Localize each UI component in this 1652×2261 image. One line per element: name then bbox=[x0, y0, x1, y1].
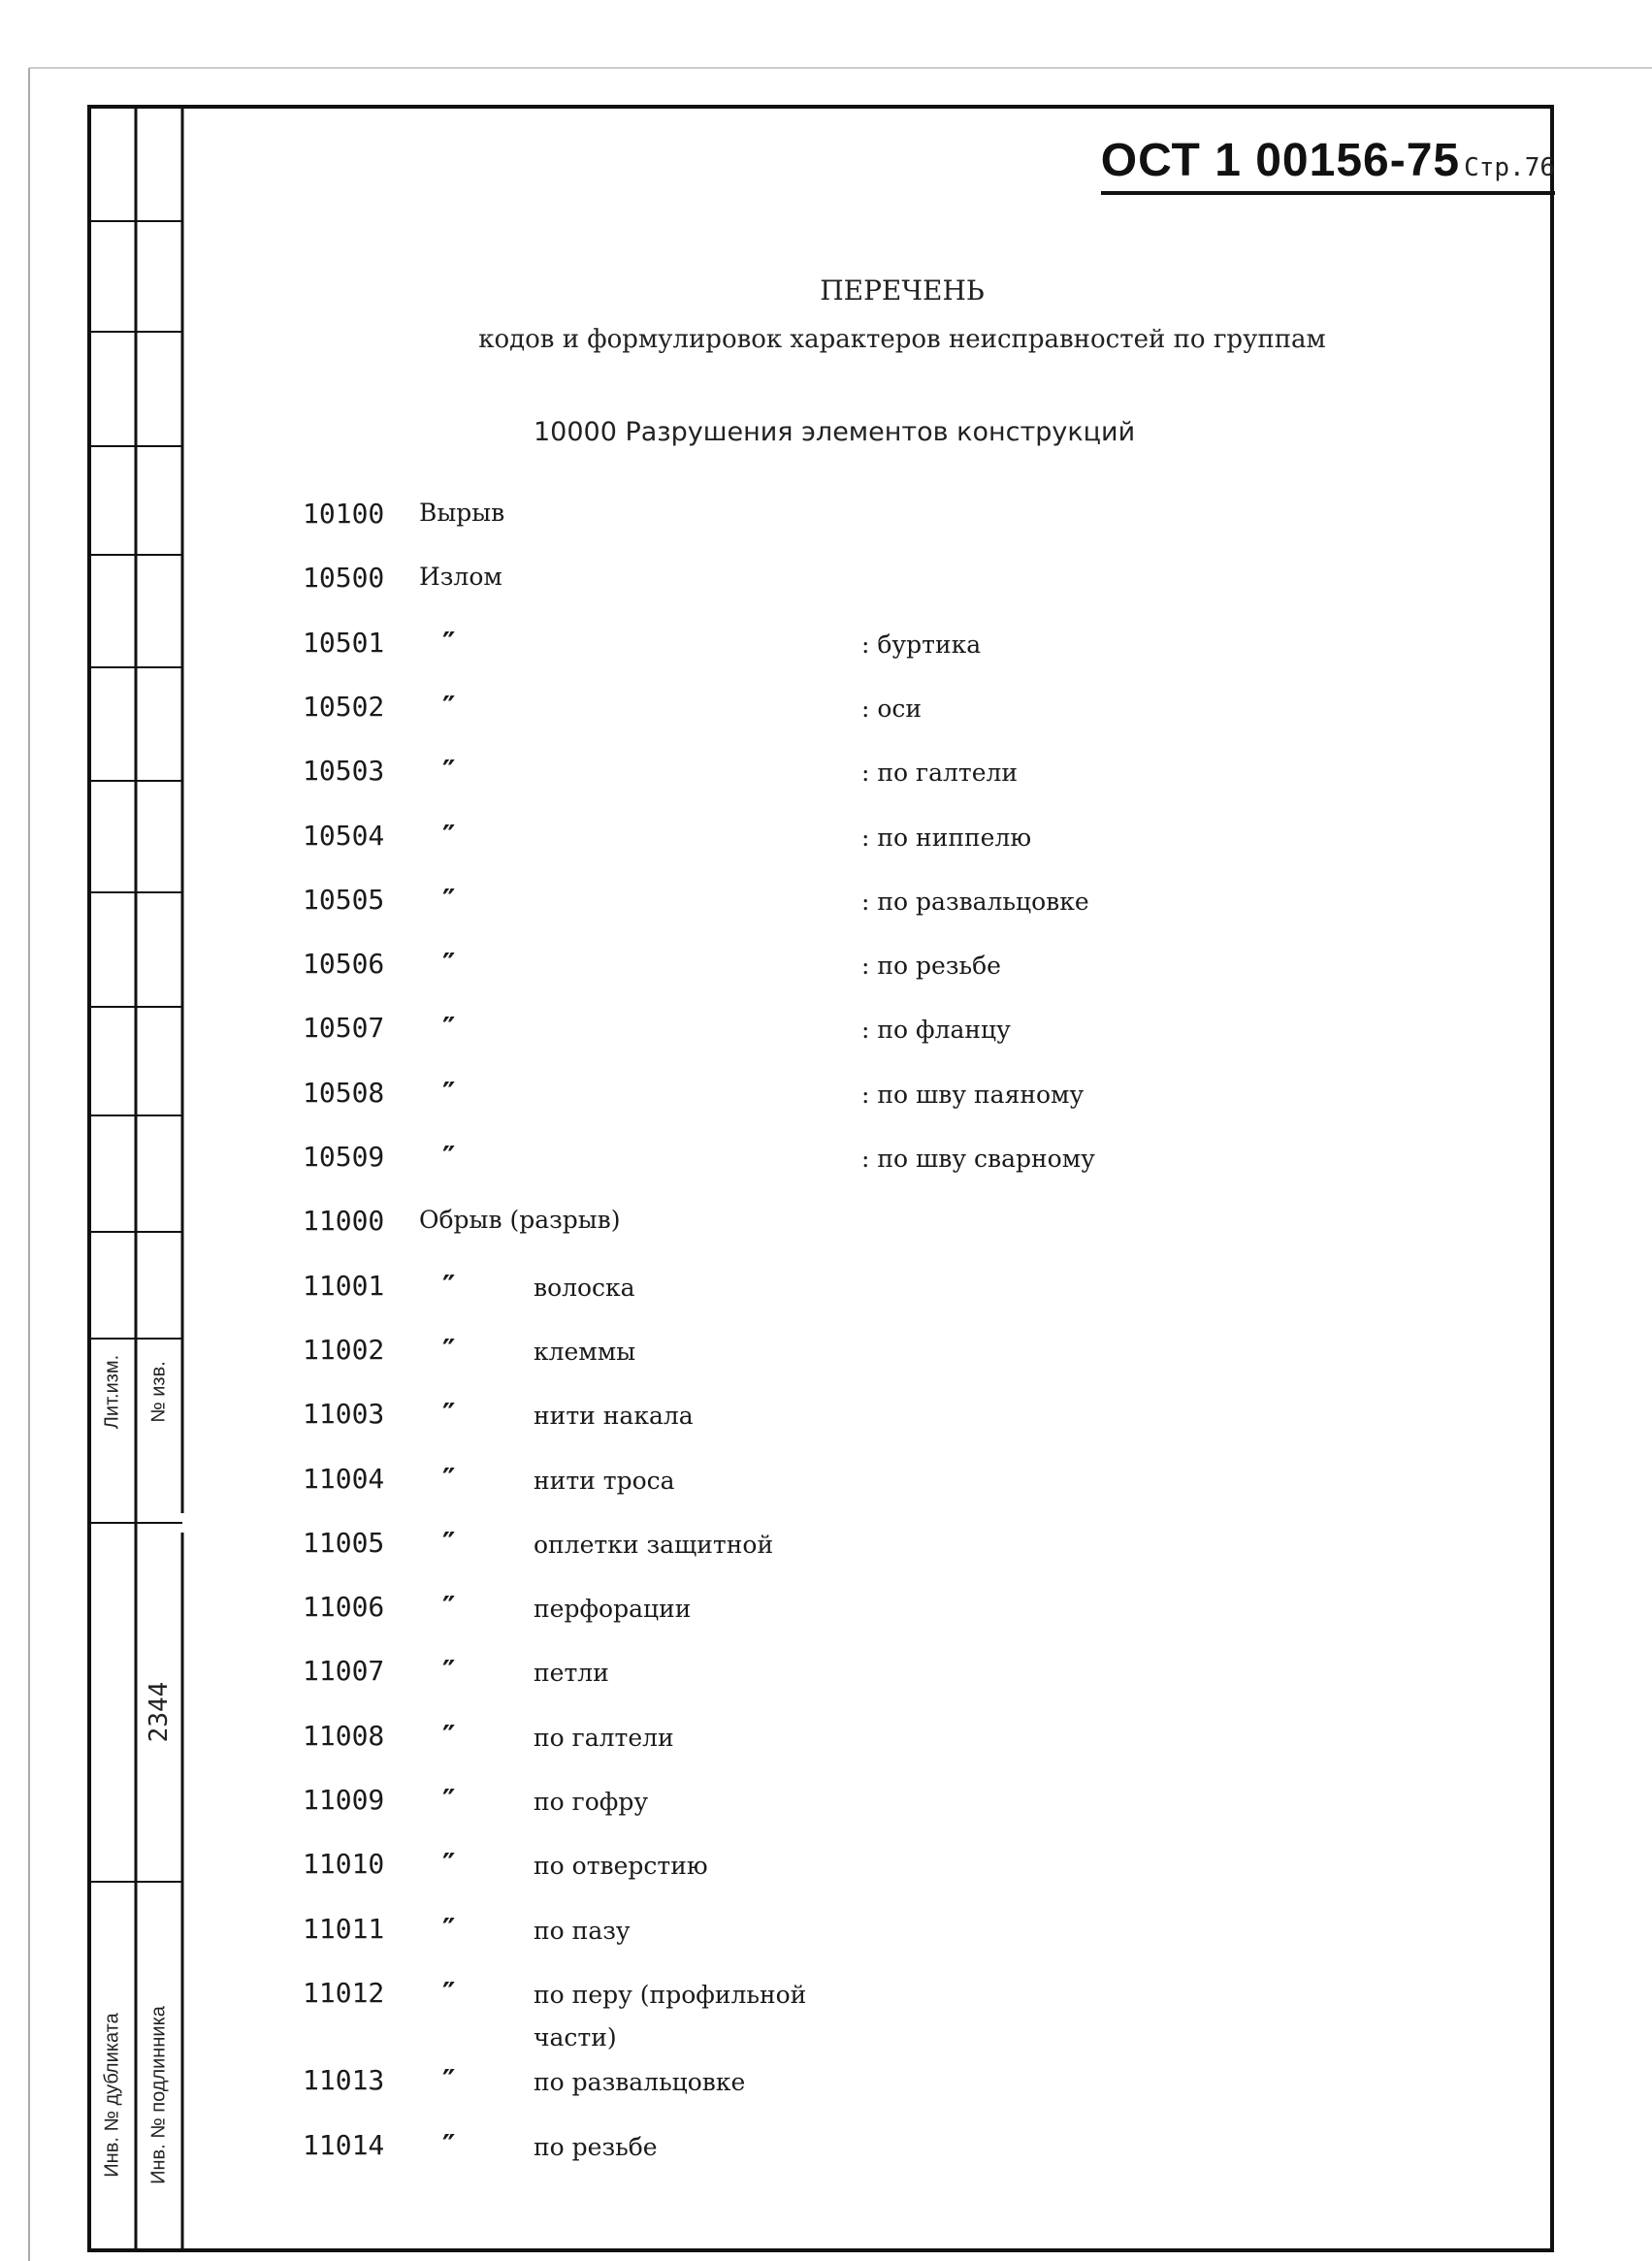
ditto-mark: ″ bbox=[442, 1912, 456, 1947]
fault-code: 10506 bbox=[303, 948, 385, 981]
fault-description: нити троса bbox=[534, 1466, 675, 1495]
list-subheading: кодов и формулировок характеров неисправностей по группам bbox=[478, 325, 1326, 354]
inventory-number: 2344 bbox=[145, 1681, 174, 1743]
inv-podlinnika-label: Инв. № подлинника bbox=[147, 2006, 170, 2184]
fault-code: 11009 bbox=[303, 1784, 385, 1816]
fault-description: по галтели bbox=[534, 1723, 674, 1752]
fault-description: по перу (профильной bbox=[534, 1980, 807, 2009]
fault-code: 11000 bbox=[303, 1205, 385, 1238]
ditto-mark: ″ bbox=[442, 1333, 456, 1368]
page-number: Стр.76 bbox=[1464, 153, 1555, 182]
ditto-mark: ″ bbox=[442, 690, 456, 725]
ditto-mark: ″ bbox=[442, 1076, 456, 1111]
fault-description: оплетки защитной bbox=[534, 1530, 774, 1559]
fault-code: 10509 bbox=[303, 1141, 385, 1173]
doc-code: ОСТ 1 00156-75 bbox=[1100, 135, 1461, 186]
fault-description: : по шву сварному bbox=[861, 1145, 1095, 1173]
fault-code: 10503 bbox=[303, 755, 385, 788]
fault-description: : по галтели bbox=[861, 759, 1019, 788]
fault-description: : по ниппелю bbox=[861, 823, 1032, 852]
ditto-mark: ″ bbox=[442, 1462, 456, 1497]
fault-description: волоска bbox=[534, 1273, 635, 1302]
fault-code: 10508 bbox=[303, 1076, 385, 1109]
ditto-mark: ″ bbox=[442, 1398, 456, 1433]
ditto-mark: ″ bbox=[442, 1591, 456, 1626]
fault-code: 11006 bbox=[303, 1591, 385, 1624]
ditto-mark: ″ bbox=[442, 1269, 456, 1304]
ditto-mark: ″ bbox=[442, 948, 456, 983]
fault-description: : буртика bbox=[861, 630, 982, 659]
ditto-mark: ″ bbox=[442, 1976, 456, 2011]
fault-code: 11007 bbox=[303, 1655, 385, 1688]
fault-code: 10501 bbox=[303, 626, 385, 659]
fault-description: Вырыв bbox=[419, 499, 505, 527]
fault-code: 11014 bbox=[303, 2128, 385, 2161]
fault-code: 10505 bbox=[303, 883, 385, 916]
fault-description: : по резьбе bbox=[861, 952, 1001, 981]
ditto-mark: ″ bbox=[442, 755, 456, 790]
fault-description: по резьбе bbox=[534, 2132, 658, 2161]
fault-code: 11013 bbox=[303, 2064, 385, 2097]
ditto-mark: ″ bbox=[442, 2128, 456, 2163]
fault-description: по пазу bbox=[534, 1916, 631, 1945]
lit-izm-label: Лит.изм. bbox=[101, 1354, 123, 1430]
ditto-mark: ″ bbox=[442, 1012, 456, 1047]
fault-code: 11001 bbox=[303, 1269, 385, 1302]
fault-description: : оси bbox=[861, 694, 923, 723]
fault-description: : по фланцу bbox=[861, 1016, 1011, 1045]
fault-description: по развальцовке bbox=[534, 2068, 746, 2097]
ditto-mark: ″ bbox=[442, 883, 456, 918]
fault-description: по отверстию bbox=[534, 1852, 708, 1881]
fault-description: клеммы bbox=[534, 1337, 636, 1366]
fault-description: нити накала bbox=[534, 1402, 694, 1431]
fault-code: 10504 bbox=[303, 819, 385, 852]
ditto-mark: ″ bbox=[442, 626, 456, 661]
fault-code: 11011 bbox=[303, 1912, 385, 1945]
fault-code: 10500 bbox=[303, 562, 385, 595]
inv-dublikata-label: Инв. № дубликата bbox=[101, 2013, 123, 2178]
ditto-mark: ″ bbox=[442, 1784, 456, 1818]
fault-description: : по развальцовке bbox=[861, 887, 1089, 916]
fault-code: 11008 bbox=[303, 1719, 385, 1752]
fault-code: 11003 bbox=[303, 1398, 385, 1431]
fault-description: Обрыв (разрыв) bbox=[419, 1206, 621, 1235]
ditto-mark: ″ bbox=[442, 1719, 456, 1754]
fault-description: перфорации bbox=[534, 1595, 692, 1624]
fault-description: по гофру bbox=[534, 1788, 649, 1816]
fault-description: Излом bbox=[419, 563, 502, 592]
document-header bbox=[1101, 134, 1555, 195]
ditto-mark: ″ bbox=[442, 2064, 456, 2099]
ditto-mark: ″ bbox=[442, 1141, 456, 1175]
ditto-mark: ″ bbox=[442, 1848, 456, 1883]
fault-code: 10502 bbox=[303, 690, 385, 723]
fault-code: 11002 bbox=[303, 1333, 385, 1366]
fault-description-continuation: части) bbox=[534, 2022, 617, 2051]
group-title: 10000 Разрушения элементов конструкций bbox=[534, 417, 1136, 447]
fault-code: 11010 bbox=[303, 1848, 385, 1881]
no-izv-label: № изв. bbox=[147, 1361, 170, 1423]
ditto-mark: ″ bbox=[442, 1526, 456, 1561]
fault-code: 10100 bbox=[303, 498, 385, 530]
fault-description: петли bbox=[534, 1659, 609, 1688]
fault-code: 11005 bbox=[303, 1526, 385, 1559]
fault-code: 10507 bbox=[303, 1012, 385, 1045]
fault-description: : по шву паяному bbox=[861, 1080, 1085, 1109]
list-heading: ПЕРЕЧЕНЬ bbox=[820, 275, 985, 307]
ditto-mark: ″ bbox=[442, 1655, 456, 1690]
ditto-mark: ″ bbox=[442, 819, 456, 854]
fault-code: 11012 bbox=[303, 1976, 385, 2009]
fault-code: 11004 bbox=[303, 1462, 385, 1495]
